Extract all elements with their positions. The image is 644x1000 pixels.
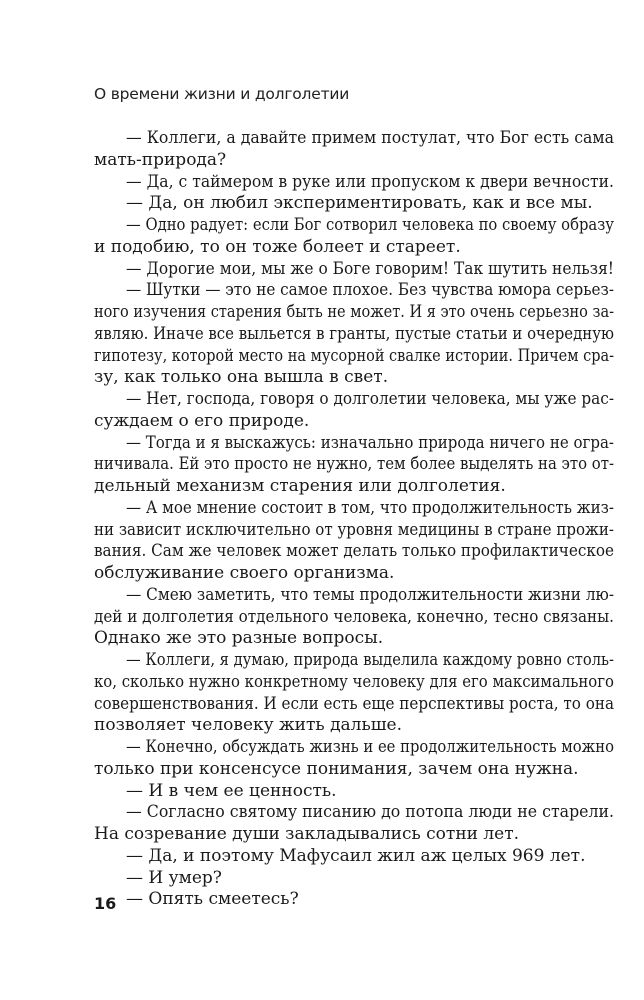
running-head: О времени жизни и долголетии — [94, 85, 350, 103]
text-line: вания. Сам же человек может делать только профилактическое — [94, 541, 614, 562]
text-line: — И умер? — [126, 867, 222, 888]
text-line: — Одно радует: если Бог сотворил человека по своему образу — [126, 215, 614, 235]
text-line: Однако же это разные вопросы. — [94, 628, 384, 649]
text-line: являю. Иначе все выльется в гранты, пустые статьи и очередную — [94, 323, 614, 344]
text-line: — Опять смеетесь? — [126, 889, 299, 910]
text-line: только при консенсусе понимания, зачем она нужна. — [94, 758, 579, 779]
text-line: — А мое мнение состоит в том, что продолжительность жиз- — [126, 497, 614, 518]
text-line: ного изучения старения быть не может. И я это очень серьезно за- — [94, 302, 614, 322]
text-line: — Конечно, обсуждать жизнь и ее продолжительность можно — [126, 737, 614, 757]
text-line: — Дорогие мои, мы же о Боге говорим! Так шутить нельзя! — [126, 258, 614, 279]
text-line: зу, как только она вышла в свет. — [94, 367, 389, 388]
text-line: обслуживание своего организма. — [94, 563, 395, 583]
text-line: ко, сколько нужно конкретному человеку для его максимального — [94, 671, 614, 692]
text-line: — Согласно святому писанию до потопа люди не старели. — [126, 802, 614, 823]
text-line: — Да, он любил экспериментировать, как и все мы. — [126, 193, 593, 214]
text-line: и подобию, то он тоже болеет и стареет. — [94, 236, 461, 257]
text-line: — Смею заметить, что темы продолжительности жизни лю- — [126, 584, 614, 605]
text-line: — Тогда и я выскажусь: изначально природа ничего не огра- — [126, 432, 614, 453]
text-line: — Нет, господа, говоря о долголетии человека, мы уже рас- — [126, 389, 614, 409]
text-line: суждаем о его природе. — [94, 410, 310, 431]
text-line: На созревание души закладывались сотни лет. — [94, 824, 520, 844]
text-line: — Да, с таймером в руке или пропуском к двери вечности. — [126, 171, 614, 192]
text-line: дельный механизм старения или долголетия. — [94, 476, 506, 496]
text-line: совершенствования. И если есть еще перспективы роста, то она — [94, 693, 614, 714]
text-line: — Шутки — это не самое плохое. Без чувства юмора серьез- — [126, 280, 614, 301]
page-number: 16 — [94, 894, 117, 913]
text-line: мать-природа? — [94, 149, 227, 170]
body-text — [94, 128, 614, 911]
text-line: ни зависит исключительно от уровня медицины в стране прожи- — [94, 519, 614, 540]
text-line: — Коллеги, я думаю, природа выделила каждому ровно столь- — [126, 650, 614, 670]
text-line: дей и долголетия отдельного человека, конечно, тесно связаны. — [94, 606, 614, 627]
text-line: позволяет человеку жить дальше. — [94, 715, 402, 736]
text-line: — Коллеги, а давайте примем постулат, что Бог есть сама — [126, 128, 614, 148]
text-line: гипотезу, которой место на мусорной свалке истории. Причем сра- — [94, 345, 614, 366]
text-line: — Да, и поэтому Мафусаил жил аж целых 969 лет. — [126, 845, 586, 866]
text-line: — И в чем ее ценность. — [126, 780, 337, 801]
text-line: ничивала. Ей это просто не нужно, тем более выделять на это от- — [94, 454, 614, 475]
